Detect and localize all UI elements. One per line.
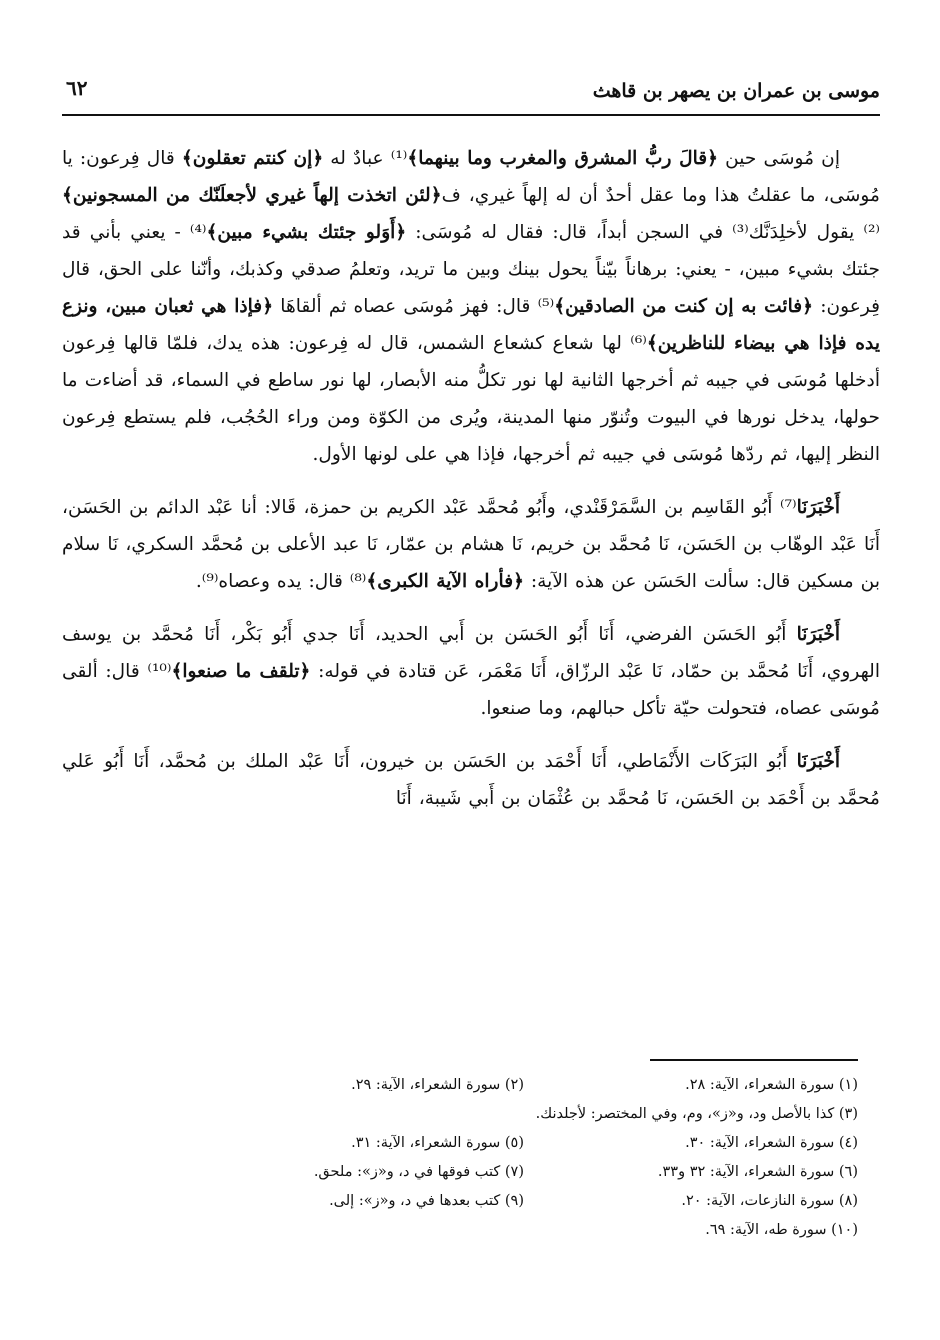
text-run: ⁽⁴⁾ - يعني بأني قد جئتك بشيء مبين، - يعني: برهاناً بيّناً يحول بينك وبين ما تريد، وتعلمُ صدقي وكذبك، وأنّنا على الحق، قال فِرعون: bbox=[62, 222, 880, 317]
text-run: ⁽¹⁰⁾ قال: ألقى مُوسَى عصاه، فتحولت حيّة تأكل حبالهم، وما صنعوا. bbox=[62, 661, 880, 719]
quoted-phrase: ﴿فائت به إن كنت من الصادقين﴾ bbox=[554, 296, 814, 317]
text-run: ⁽²⁾ يقول لأخلِدَنَّك⁽³⁾ في السجن أبداً، قال: فقال له مُوسَى: bbox=[406, 222, 880, 243]
footnote-divider bbox=[650, 1059, 858, 1061]
page-header bbox=[62, 70, 880, 116]
quoted-phrase: أَخْبَرَنَا bbox=[796, 497, 840, 518]
footnote-row bbox=[190, 1071, 858, 1100]
paragraph bbox=[62, 489, 880, 600]
footnote: (١) سورة الشعراء، الآية: ٢٨. bbox=[685, 1077, 858, 1093]
quoted-phrase: أَخْبَرَنَا bbox=[796, 751, 840, 772]
text-run: قال فِرعون: يا مُوسَى، ما عقلتُ هذا وما عقل أحدٌ أن له إلهاً غيري، ف bbox=[62, 148, 880, 206]
footnote: (١٠) سورة طه، الآية: ٦٩. bbox=[705, 1222, 858, 1238]
quoted-phrase: ﴿فإذا هي ثعبان مبين، ونزع يده فإذا هي بيضاء للناظرين﴾ bbox=[62, 296, 880, 354]
text-run: أَبُو البَرَكَات الأَنْمَاطي، أَنَا أَحْمَد بن الحَسَن بن خيرون، أَنَا عَبْد الملك بن مُحمَّد، أَنَا أَبُو عَلي مُحمَّد بن أَحْمَد بن الحَسَن، نَا مُحمَّد بن عُثْمَان بن أَبي شَيبة، أَنَا bbox=[62, 751, 880, 809]
quoted-phrase: ﴿إن كنتم تعقلون﴾ bbox=[181, 148, 324, 169]
footnote-row bbox=[190, 1129, 858, 1158]
footnote: (٦) سورة الشعراء، الآية: ٣٢ و٣٣. bbox=[657, 1164, 858, 1180]
footnote: (٥) سورة الشعراء، الآية: ٣١. bbox=[351, 1135, 524, 1151]
quoted-phrase: ﴿فأراه الآية الكبرى﴾ bbox=[366, 571, 524, 592]
running-title: موسى بن عمران بن يصهر بن قاهث bbox=[592, 80, 880, 102]
footnote-row bbox=[190, 1100, 858, 1129]
page-number: ٦٢ bbox=[66, 76, 88, 100]
quoted-phrase: أَخْبَرَنَا bbox=[796, 624, 840, 645]
footnotes bbox=[190, 1071, 858, 1245]
quoted-phrase: ﴿قالَ ربُّ المشرق والمغرب وما بينهما﴾ bbox=[407, 148, 719, 169]
footnote: (٩) كتب بعدها في د، و«ز»: إلى. bbox=[329, 1193, 524, 1209]
text-run: ⁽⁶⁾ لها شعاع كشعاع الشمس، قال له فِرعون: هذه يدك، فلمّا قالها فِرعون أدخلها مُوسَى في جيبه ثم أخرجها الثانية لها نور تكلُّ منه الأبصار، لها نور ساطع في السماء، قد أضاءت ما حولها، يدخل نورها في البيوت وتُنوّر منها المدينة، ويُرى من الكوّة ومن وراء الحُجُب، فلم يستطع فِرعون النظر إليها، ثم ردّها مُوسَى في جيبه ثم أخرجها، فإذا هي على لونها الأول. bbox=[62, 333, 880, 465]
footnote: (٢) سورة الشعراء، الآية: ٢٩. bbox=[351, 1077, 524, 1093]
paragraph bbox=[62, 616, 880, 727]
paragraph bbox=[62, 140, 880, 473]
footnote: (٧) كتب فوقها في د، و«ز»: ملحق. bbox=[313, 1164, 524, 1180]
text-run: إن مُوسَى حين bbox=[718, 148, 840, 169]
text-run: ⁽⁷⁾ أَبُو القَاسِم بن السَّمَرْقَنْدي، وأَبُو مُحمَّد عَبْد الكريم بن حمزة، قَالا: أنا عَبْد الدائم بن الحَسَن، أَنَا عَبْد الوهّاب بن الحَسَن، نَا مُحمَّد بن خريم، نَا هشام بن عمّار، نَا عبد الأعلى بن مُحمَّد السكري، نَا سلام بن مسكين قال: سألت الحَسَن عن هذه الآية: bbox=[62, 497, 880, 592]
quoted-phrase: ﴿تلقف ما صنعوا﴾ bbox=[171, 661, 311, 682]
footnote: (٨) سورة النازعات، الآية: ٢٠. bbox=[681, 1193, 858, 1209]
main-text bbox=[62, 140, 880, 1020]
footnote-row bbox=[190, 1158, 858, 1187]
text-run: ⁽⁸⁾ قال: يده وعصاه⁽⁹⁾. bbox=[195, 571, 367, 592]
footnote-row bbox=[190, 1187, 858, 1216]
text-run: أَبُو الحَسَن الفرضي، أَنَا أَبُو الحَسَن بن أَبي الحديد، أَنَا جدي أَبُو بَكْر، أَنَا مُحمَّد بن يوسف الهروي، أَنَا مُحمَّد بن حمّاد، نَا عَبْد الرزّاق، أَنَا مَعْمَر، عَن قتادة في قوله: bbox=[62, 624, 880, 682]
footnote: (٤) سورة الشعراء، الآية: ٣٠. bbox=[685, 1135, 858, 1151]
text-run: ⁽⁵⁾ قال: فهز مُوسَى عصاه ثم ألقاهَا bbox=[273, 296, 555, 317]
quoted-phrase: ﴿لئن اتخذت إلهاً غيري لأجعلَنّك من المسجونين﴾ bbox=[62, 185, 442, 206]
paragraph bbox=[62, 743, 880, 817]
footnote-row bbox=[190, 1216, 858, 1245]
text-run: ⁽¹⁾ عبادٌ له bbox=[323, 148, 408, 169]
footnote: (٣) كذا بالأصل ود، و«ز»، وم، وفي المختصر: لأجلدنك. bbox=[535, 1106, 858, 1122]
quoted-phrase: ﴿أَوَلو جئتك بشيء مبين﴾ bbox=[206, 222, 407, 243]
